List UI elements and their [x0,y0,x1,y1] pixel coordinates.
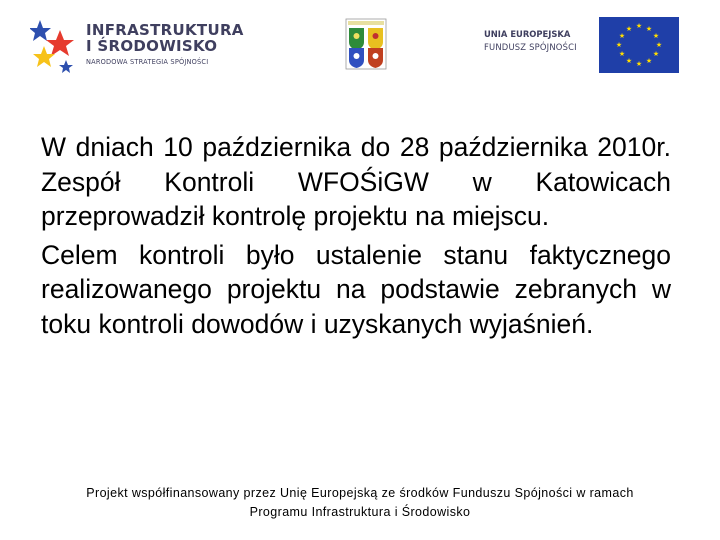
svg-text:★: ★ [652,32,660,40]
svg-text:★: ★ [618,50,626,58]
star-emblem-icon [30,16,84,78]
svg-text:★: ★ [615,41,623,49]
paragraph-2: Celem kontroli było ustalenie stanu faktycznego realizowanego projektu na podstawie zebranych w toku kontroli dowodów i uzyskanych wyjaśnień. [41,239,671,339]
svg-text:★: ★ [652,50,660,58]
svg-text:★: ★ [635,60,643,68]
footer-line2: Programu Infrastruktura i Środowisko [249,505,471,519]
svg-text:★: ★ [655,41,663,49]
logo-title-line2: I ŚRODOWISKO [86,37,218,55]
svg-text:★: ★ [625,57,633,65]
svg-text:★: ★ [645,57,653,65]
svg-text:★: ★ [625,25,633,33]
svg-text:★: ★ [645,25,653,33]
logo-subtitle: NARODOWA STRATEGIA SPÓJNOŚCI [86,58,209,66]
footer-line1: Projekt współfinansowany przez Unię Europejską ze środków Funduszu Spójności w ramach [86,486,634,500]
eu-cohesion-fund-logo [482,17,682,73]
footer [0,484,720,522]
eu-flag-icon [599,17,679,73]
svg-text:★: ★ [635,22,643,30]
infrastruktura-logo [30,14,244,78]
eu-logo-line1: UNIA EUROPEJSKA [484,29,571,39]
municipal-crests-icon [345,18,387,70]
logo-title-line1: INFRASTRUKTURA [86,21,244,39]
main-text [41,130,671,345]
svg-text:★: ★ [618,32,626,40]
paragraph-1: W dniach 10 października do 28 października 2010r. Zespół Kontroli WFOŚiGW w Katowicach przeprowadził kontrolę projektu na miejscu. [41,132,671,231]
eu-logo-line2: FUNDUSZ SPÓJNOŚCI [484,42,577,52]
